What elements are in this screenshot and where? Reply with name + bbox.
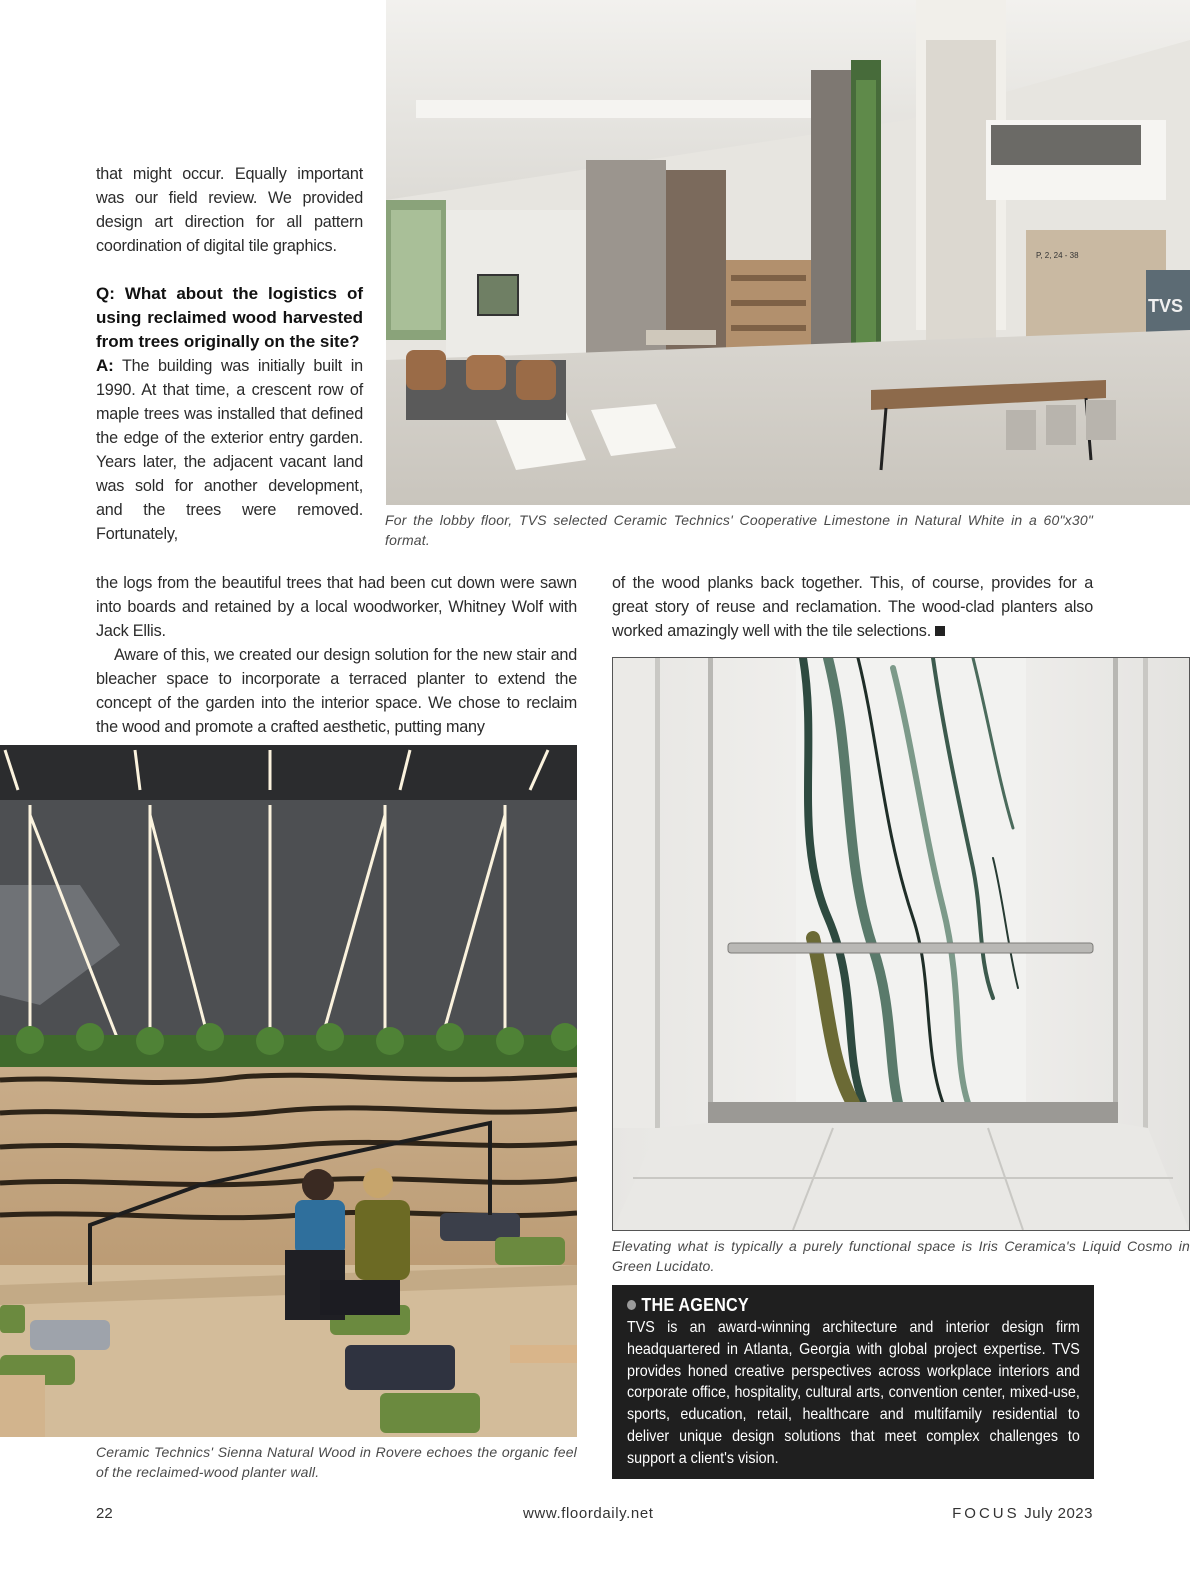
footer-url: www.floordaily.net	[523, 1505, 654, 1522]
planter-illustration	[0, 745, 577, 1437]
answer-label: A:	[96, 356, 114, 375]
article-column-middle-right	[612, 571, 1093, 643]
tvs-sign: TVS	[1148, 296, 1184, 316]
bullet-dot-icon	[627, 1300, 636, 1310]
elevator-illustration	[613, 658, 1189, 1230]
issue-date: July 2023	[1024, 1505, 1093, 1522]
elevator-photo	[612, 657, 1190, 1231]
lobby-illustration	[386, 0, 1190, 505]
interview-question: Q: What about the logistics of using reclaimed wood harvested from trees originally on the site?	[96, 284, 363, 351]
article-paragraph: Aware of this, we created our design solution for the new stair and bleacher space to incorporate a terraced planter to extend the concept of the garden into the interior space. We chose to reclaim the wood and promote a crafted aesthetic, putting many	[96, 646, 577, 736]
planter-photo-caption: Ceramic Technics' Sienna Natural Wood in Rovere echoes the organic feel of the reclaimed-wood planter wall.	[96, 1444, 577, 1480]
agency-sidebar	[612, 1285, 1094, 1479]
interview-answer	[96, 354, 363, 546]
footer-issue	[952, 1505, 1093, 1522]
article-paragraph	[612, 571, 1093, 643]
article-column-top-left	[96, 162, 363, 546]
article-paragraph: the logs from the beautiful trees that had been cut down were sawn into boards and retained by a local woodworker, Whitney Wolf with Jack Ellis.	[96, 574, 577, 640]
lobby-photo-caption: For the lobby floor, TVS selected Ceramic Technics' Cooperative Limestone in Natural White in a 60"x30" format.	[385, 512, 1093, 548]
article-paragraph: that might occur. Equally important was our field review. We provided design art direction for all pattern coordination of digital tile graphics.	[96, 165, 363, 255]
agency-sidebar-title	[627, 1294, 1035, 1316]
agency-sidebar-body: TVS is an award-winning architecture and interior design firm headquartered in Atlanta, Georgia with global project expertise. TVS provides honed creative perspectives across workplace interiors and corporate office, hospitality, cultural arts, convention center, mixed-use, sports, education, retail, healthcare and multifamily residential to deliver unique design solutions that meet complex challenges to support a client's vision.	[627, 1319, 1080, 1467]
agency-title-text: THE AGENCY	[641, 1295, 749, 1315]
article-paragraph-text: of the wood planks back together. This, of course, provides for a great story of reuse and reclamation. The wood-clad planters also worked amazingly well with the tile selections.	[612, 574, 1093, 640]
answer-text: The building was initially built in 1990. At that time, a crescent row of maple trees was installed that defined the edge of the exterior entry garden. Years later, the adjacent vacant land was sold for another development, and the trees were removed. Fortunately,	[96, 357, 363, 543]
elevator-photo-caption: Elevating what is typically a purely functional space is Iris Ceramica's Liquid Cosmo in Green Lucidato.	[612, 1238, 1190, 1274]
publication-name: FOCUS	[952, 1505, 1020, 1522]
planter-photo	[0, 745, 577, 1437]
article-column-middle-left	[96, 571, 577, 739]
elevator-level-sign: P, 2, 24 - 38	[1036, 251, 1079, 260]
lobby-photo	[386, 0, 1190, 505]
page-number: 22	[96, 1505, 113, 1522]
end-of-article-mark	[935, 626, 945, 636]
